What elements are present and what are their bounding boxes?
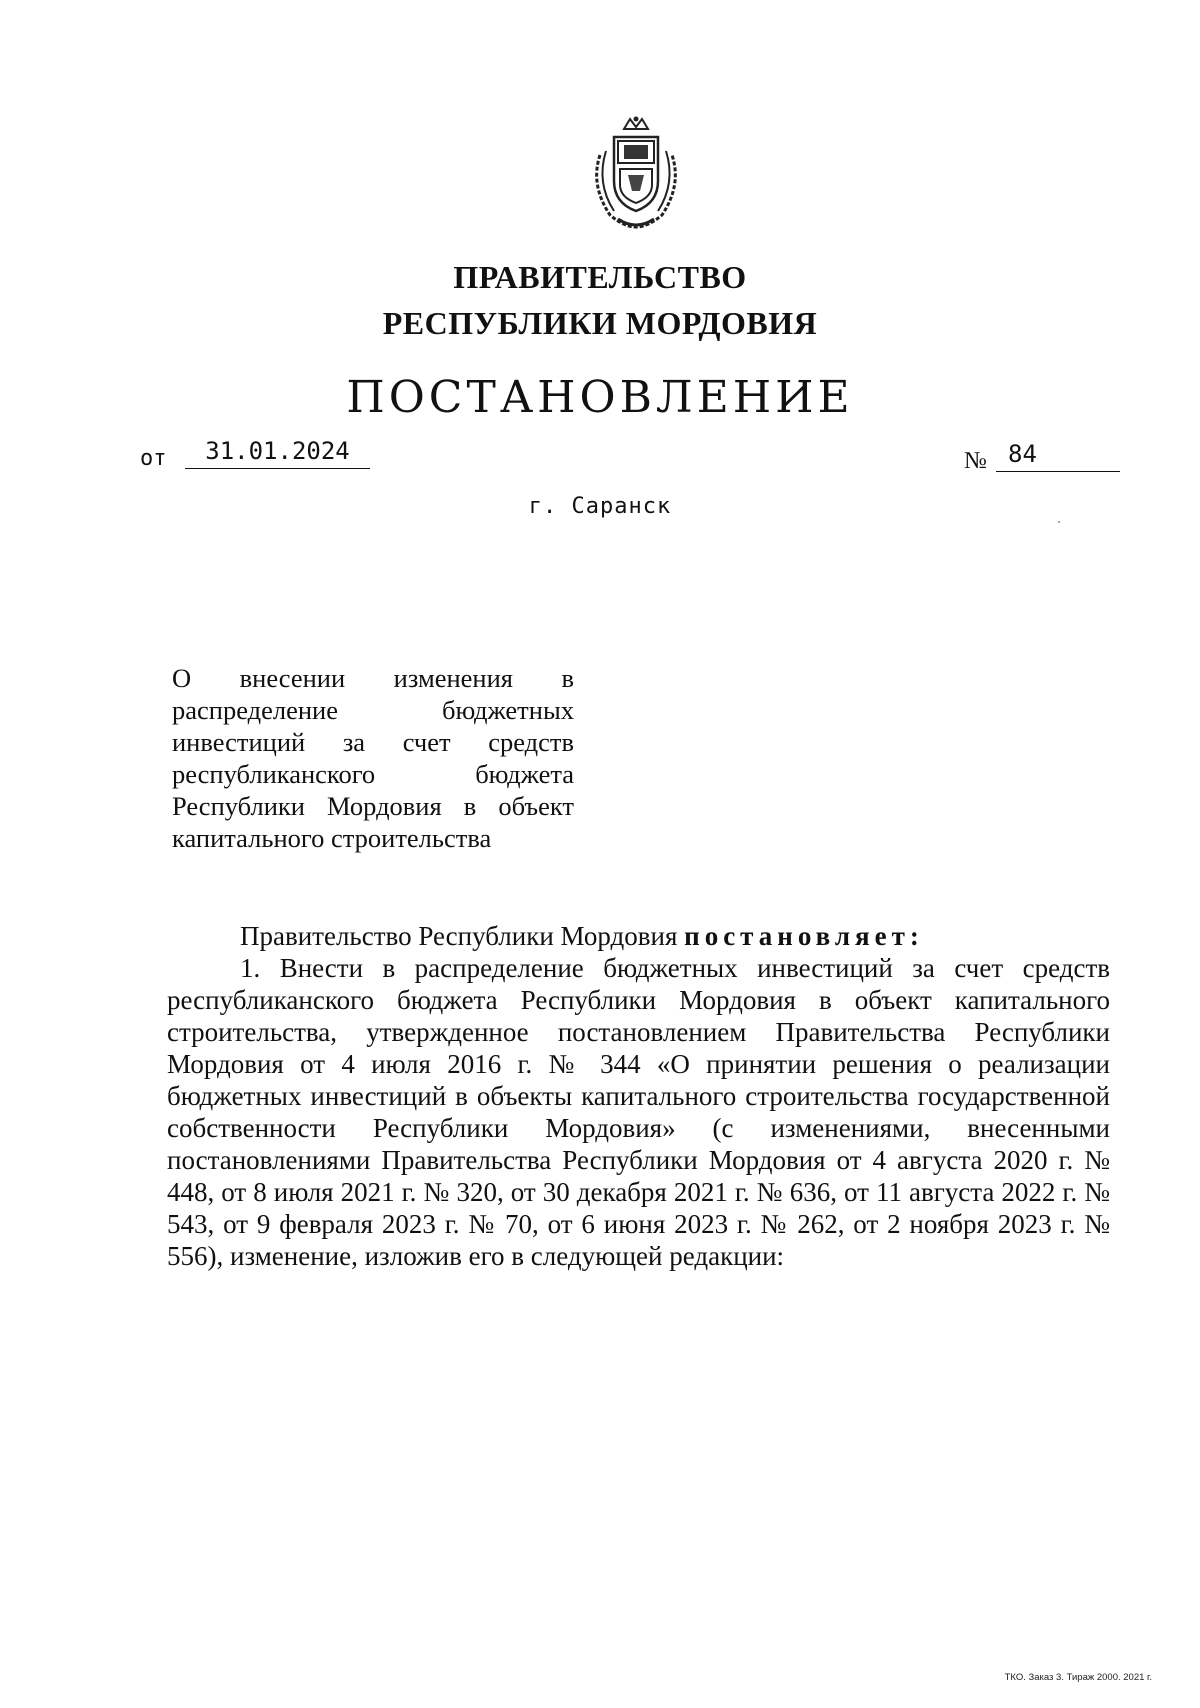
scan-speck	[1058, 521, 1060, 523]
print-note: ТКО. Заказ 3. Тираж 2000. 2021 г.	[1004, 1672, 1152, 1683]
document-type-title: ПОСТАНОВЛЕНИЕ	[346, 372, 854, 423]
coat-of-arms-emblem	[580, 115, 692, 233]
decree-number: 84	[996, 437, 1120, 472]
city-line: г. Саранск	[528, 494, 672, 519]
preamble-paragraph	[167, 920, 1110, 952]
decree-subject: О внесении изменения в распределение бюджетных инвестиций за счет средств республиканского бюджета Республики Мордовия в объект капитального строительства	[172, 663, 574, 853]
preamble-text: Правительство Республики Мордовия	[240, 921, 678, 951]
government-title	[0, 254, 1200, 346]
number-prefix: №	[964, 448, 987, 474]
preamble-verb: постановляет:	[684, 921, 924, 951]
date-prefix: от	[140, 446, 167, 471]
government-title-line1: ПРАВИТЕЛЬСТВО	[453, 259, 747, 295]
decree-date: 31.01.2024	[185, 434, 370, 469]
government-title-line2: РЕСПУБЛИКИ МОРДОВИЯ	[382, 305, 818, 341]
item-1-paragraph: 1. Внести в распределение бюджетных инвестиций за счет средств республиканского бюджета Республики Мордовия в объект капитального строительства, утвержденное постановлением Правительства Республики Мордовия от 4 июля 2016 г. № 344 «О принятии решения о реализации бюджетных инвестиций в объекты капитального строительства государственной собственности Республики Мордовия» (с изменениями, внесенными постановлениями Правительства Республики Мордовия от 4 августа 2020 г. № 448, от 8 июля 2021 г. № 320, от 30 декабря 2021 г. № 636, от 11 августа 2022 г. № 543, от 9 февраля 2023 г. № 70, от 6 июня 2023 г. № 262, от 2 ноября 2023 г. № 556), изменение, изложив его в следующей редакции:	[167, 953, 1110, 1271]
